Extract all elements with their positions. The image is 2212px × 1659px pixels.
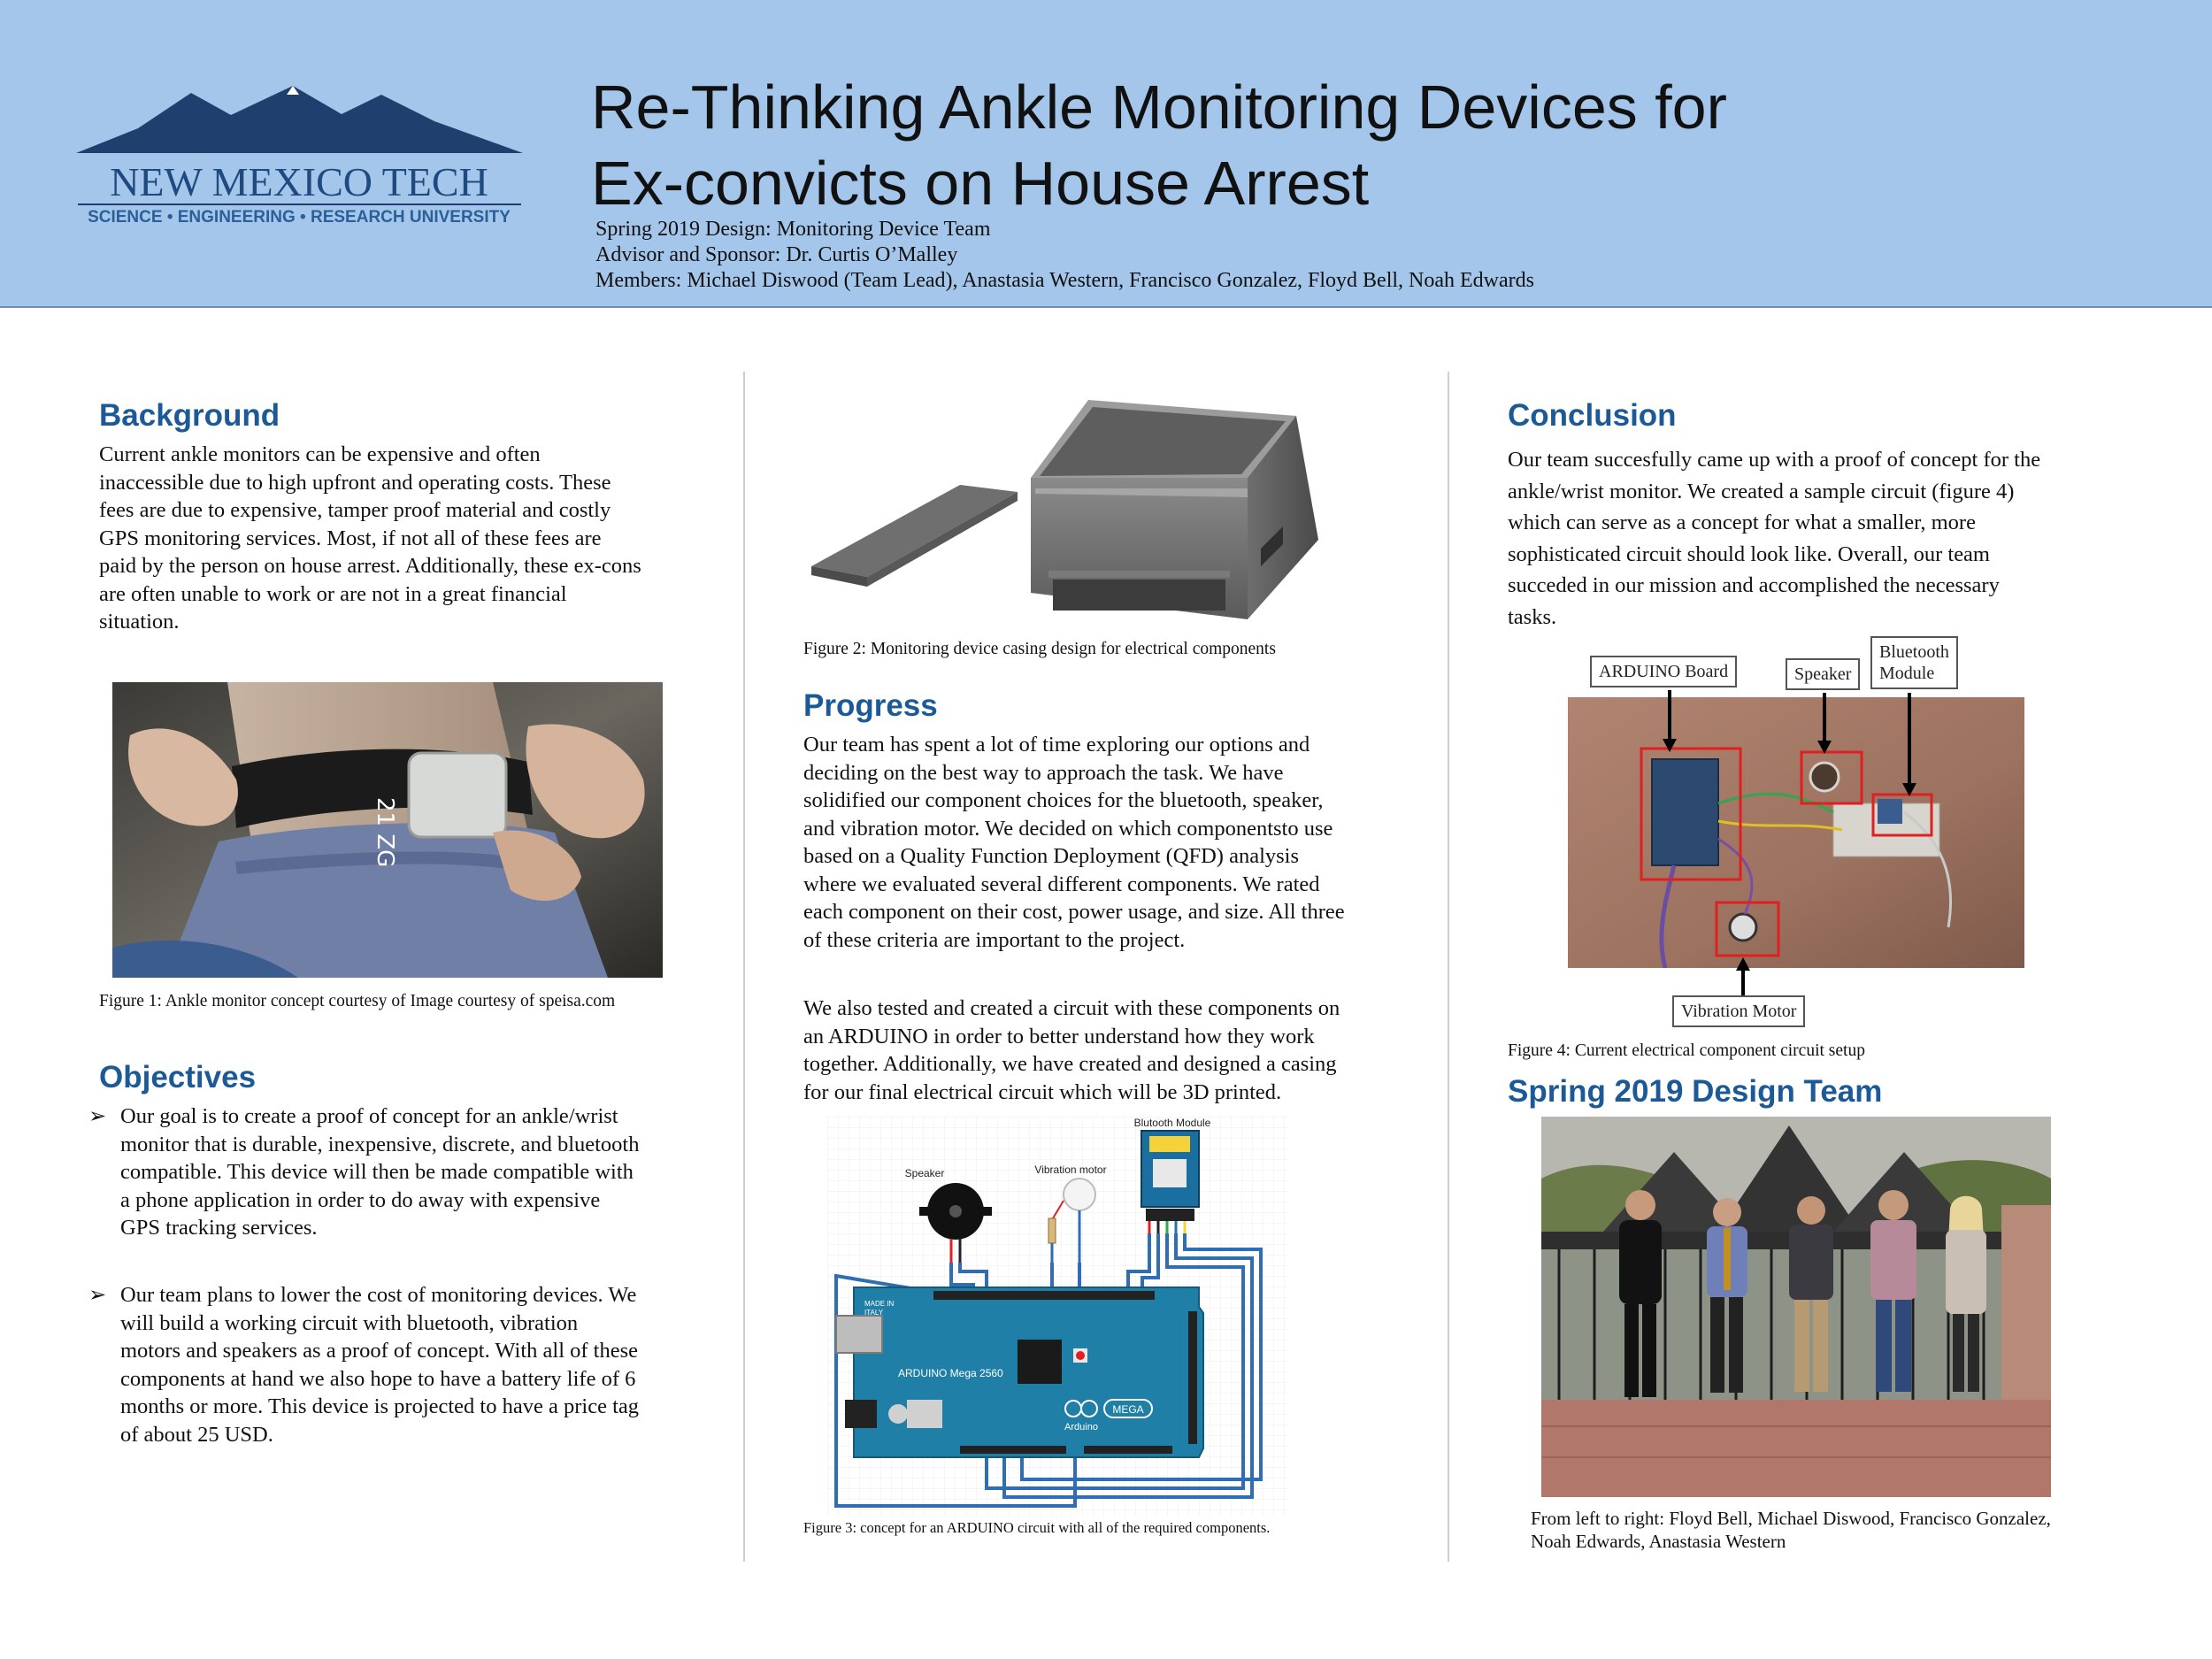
team-name-line: Spring 2019 Design: Monitoring Device Team — [595, 218, 991, 241]
progress-line: of these criteria are important to the project. — [803, 927, 1186, 952]
progress-paragraph-2 — [803, 995, 1440, 1106]
objective-line: motors and speakers as a proof of concept. With all of these — [120, 1339, 639, 1363]
progress-line: Our team has spent a lot of time exploring our options and — [803, 733, 1310, 757]
figure4-arrows — [1568, 650, 2024, 1004]
background-line: situation. — [99, 610, 180, 634]
arduino-board-tag: ARDUINO Board — [1590, 656, 1737, 687]
objective-line: will build a working circuit with bluetooth, vibration — [120, 1310, 579, 1335]
board-label: ARDUINO Mega 2560 — [898, 1367, 1003, 1379]
team-caption — [1531, 1507, 2185, 1553]
progress-line: based on a Quality Function Deployment (QFD) analysis — [803, 844, 1300, 868]
conclusion-line: which can serve as a concept for what a smaller, more — [1508, 511, 1976, 534]
objective-line: of about 25 USD. — [120, 1422, 273, 1447]
objective-line: months or more. This device is projected to have a price tag — [120, 1394, 640, 1418]
conclusion-line: sophisticated circuit should look like. Overall, our team — [1508, 541, 1990, 566]
progress-line: for our final electrical circuit which will be 3D printed. — [803, 1079, 1282, 1104]
conclusion-text — [1508, 444, 2162, 633]
figure1-caption: Figure 1: Ankle monitor concept courtesy of Image courtesy of speisa.com — [99, 992, 616, 1010]
bullet-arrow-icon: ➢ — [88, 1282, 107, 1307]
team-caption-line: From left to right: Floyd Bell, Michael Diswood, Francisco Gonzalez, — [1531, 1508, 2051, 1529]
background-heading: Background — [99, 398, 280, 433]
advisor-line: Advisor and Sponsor: Dr. Curtis O’Malley — [595, 243, 958, 266]
vibration-label: Vibration motor — [1034, 1164, 1107, 1176]
figure3-arduino-circuit — [827, 1117, 1287, 1517]
column-divider-right — [1448, 372, 1449, 1562]
progress-line: solidified our component choices for the bluetooth, speaker, — [803, 788, 1324, 812]
bluetooth-label: Blutooth Module — [1133, 1117, 1211, 1129]
poster-title-line2: Ex-convicts on House Arrest — [591, 149, 1370, 218]
progress-line: an ARDUINO in order to better understand how they work — [803, 1024, 1315, 1048]
conclusion-line: ankle/wrist monitor. We created a sample circuit (figure 4) — [1508, 479, 2015, 503]
poster-title-line1: Re-Thinking Ankle Monitoring Devices for — [591, 73, 1727, 142]
figure1-ankle-monitor-photo — [112, 682, 663, 978]
band-number-text: 21 ZG — [372, 797, 398, 868]
progress-line: each component on their cost, power usage, and size. All three — [803, 900, 1345, 924]
speaker-tag: Speaker — [1786, 658, 1860, 690]
members-line: Members: Michael Diswood (Team Lead), Anastasia Western, Francisco Gonzalez, Floyd Bell, Noah Edwards — [595, 269, 1534, 292]
progress-line: where we evaluated several different components. We rated — [803, 872, 1320, 896]
objective-item — [88, 1102, 779, 1253]
mega-label: MEGA — [1112, 1403, 1144, 1416]
objective-line: GPS tracking services. — [120, 1216, 318, 1240]
figure3-caption: Figure 3: concept for an ARDUINO circuit with all of the required components. — [803, 1519, 1271, 1536]
objective-line: Our goal is to create a proof of concept for an ankle/wrist — [120, 1104, 618, 1128]
objective-line: a phone application in order to do away with expensive — [120, 1187, 601, 1212]
progress-heading: Progress — [803, 688, 938, 723]
conclusion-heading: Conclusion — [1508, 398, 1677, 433]
objective-line: Our team plans to lower the cost of monitoring devices. We — [120, 1283, 637, 1307]
background-line: Current ankle monitors can be expensive and often — [99, 442, 541, 466]
background-text — [99, 441, 736, 636]
figure2-caption: Figure 2: Monitoring device casing design for electrical components — [803, 640, 1276, 658]
objective-line: components at hand we also hope to have a battery life of 6 — [120, 1366, 636, 1391]
conclusion-line: tasks. — [1508, 604, 1557, 629]
figure2-casing-render — [801, 380, 1332, 633]
progress-paragraph-1 — [803, 731, 1440, 954]
objectives-heading: Objectives — [99, 1060, 257, 1094]
objective-line: compatible. This device will then be made compatible with — [120, 1160, 634, 1184]
conclusion-line: succeded in our mission and accomplished the necessary — [1508, 573, 2000, 597]
made-in-label: MADE IN — [864, 1300, 895, 1308]
objective-text — [120, 1102, 772, 1242]
background-line: paid by the person on house arrest. Additionally, these ex-cons — [99, 554, 641, 578]
progress-line: We also tested and created a circuit with these components on — [803, 996, 1340, 1020]
objective-item — [88, 1281, 779, 1458]
logo-name: NEW MEXICO TECH — [110, 159, 488, 204]
background-line: inaccessible due to high upfront and operating costs. These — [99, 470, 611, 495]
speaker-label: Speaker — [904, 1167, 945, 1179]
progress-line: together. Additionally, we have created and designed a casing — [803, 1052, 1337, 1076]
arduino-brand-label: Arduino — [1064, 1422, 1098, 1432]
conclusion-line: Our team succesfully came up with a proof of concept for the — [1508, 448, 2041, 472]
bluetooth-tag-line2: Module — [1879, 664, 1935, 683]
design-team-heading: Spring 2019 Design Team — [1508, 1074, 1883, 1109]
logo-tagline: SCIENCE • ENGINEERING • RESEARCH UNIVERSITY — [88, 208, 511, 226]
team-caption-line: Noah Edwards, Anastasia Western — [1531, 1531, 1786, 1552]
bluetooth-module-tag — [1870, 636, 1958, 689]
progress-line: deciding on the best way to approach the task. We have — [803, 760, 1284, 785]
objective-text — [120, 1281, 772, 1448]
poster-title — [591, 69, 1918, 221]
objective-line: monitor that is durable, inexpensive, discrete, and bluetooth — [120, 1132, 640, 1156]
italy-label: ITALY — [864, 1309, 884, 1317]
bluetooth-tag-line1: Bluetooth — [1879, 642, 1949, 662]
background-line: GPS monitoring services. Most, if not all of these fees are — [99, 526, 602, 550]
new-mexico-tech-logo — [76, 84, 523, 226]
background-line: fees are due to expensive, tamper proof material and costly — [99, 498, 611, 522]
team-photo — [1541, 1117, 2051, 1497]
background-line: are often unable to work or are not in a great financial — [99, 581, 567, 606]
bullet-arrow-icon: ➢ — [88, 1103, 107, 1128]
progress-line: and vibration motor. We decided on which componentsto use — [803, 816, 1333, 841]
vibration-motor-tag: Vibration Motor — [1672, 995, 1805, 1027]
figure4-caption: Figure 4: Current electrical component circuit setup — [1508, 1041, 1865, 1060]
